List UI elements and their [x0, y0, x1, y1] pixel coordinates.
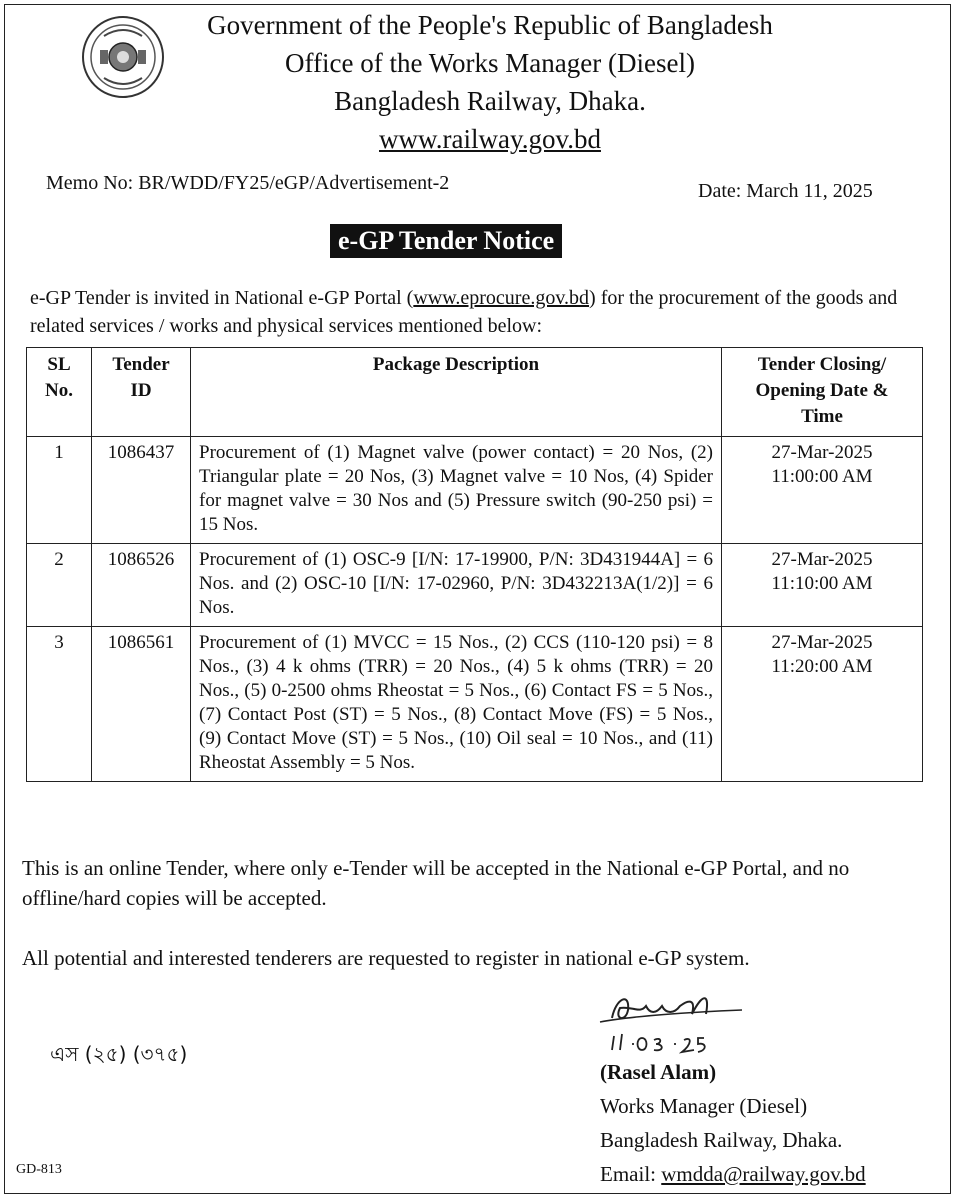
table-row: [27, 627, 923, 782]
row-sl: 1: [27, 437, 92, 544]
notice-title: e-GP Tender Notice: [330, 224, 562, 258]
row-closing-date: 27-Mar-2025 11:10:00 AM: [722, 544, 923, 627]
row-description: Procurement of (1) OSC-9 [I/N: 17-19900, P/N: 3D431944A] = 6 Nos. and (2) OSC-10 [I/N: 17-02960, P/N: 3D432213A(1/2)] = 6 Nos.: [191, 544, 722, 627]
email-label: Email:: [600, 1162, 662, 1186]
signature-block: [600, 1055, 866, 1191]
row-sl: 2: [27, 544, 92, 627]
government-title: Government of the People's Republic of Bangladesh: [207, 10, 773, 40]
row-closing-date: 27-Mar-2025 11:00:00 AM: [722, 437, 923, 544]
row-tender-id: 1086437: [92, 437, 191, 544]
row-description: Procurement of (1) Magnet valve (power contact) = 20 Nos, (2) Triangular plate = 20 Nos, (3) Magnet valve = 10 Nos, (4) Spider for magnet valve = 30 Nos and (5) Pressure switch (90-250 psi) = 15 Nos.: [191, 437, 722, 544]
header-tender-id: Tender ID: [92, 348, 191, 437]
bangla-reference-code: এস (২৫) (৩৭৫): [50, 1042, 188, 1066]
header-package-description: Package Description: [191, 348, 722, 437]
notice-date: Date: March 11, 2025: [698, 180, 873, 202]
registration-note: All potential and interested tenderers are requested to register in national e-GP system.: [22, 946, 750, 970]
intro-text-end: ) for the procurement of the goods and related services / works and physical services mentioned below:: [30, 287, 898, 337]
row-description: Procurement of (1) MVCC = 15 Nos., (2) CCS (110-120 psi) = 8 Nos., (3) 4 k ohms (TRR) = 20 Nos., (4) 5 k ohms (TRR) = 20 Nos., (5) 0-2500 ohms Rheostat = 5 Nos., (6) Contact FS = 5 Nos., (7) Contact Post (ST) = 5 Nos., (8) Contact Move (FS) = 5 Nos., (9) Contact Move (ST) = 5 Nos., (10) Oil seal = 10 Nos., and (11) Rheostat Assembly = 5 Nos.: [191, 627, 722, 782]
table-row: [27, 437, 923, 544]
portal-link[interactable]: www.eprocure.gov.bd: [413, 287, 590, 309]
website-link[interactable]: www.railway.gov.bd: [379, 124, 601, 154]
memo-number: Memo No: BR/WDD/FY25/eGP/Advertisement-2: [46, 172, 450, 194]
office-title: Office of the Works Manager (Diesel): [285, 48, 695, 78]
signatory-office: Bangladesh Railway, Dhaka.: [600, 1128, 843, 1152]
row-tender-id: 1086561: [92, 627, 191, 782]
organization-title: Bangladesh Railway, Dhaka.: [334, 86, 646, 116]
header-closing-date: Tender Closing/ Opening Date & Time: [722, 348, 923, 437]
row-closing-date: 27-Mar-2025 11:20:00 AM: [722, 627, 923, 782]
intro-paragraph: [30, 284, 920, 340]
letterhead: [160, 6, 820, 158]
email-link[interactable]: wmdda@railway.gov.bd: [661, 1162, 866, 1186]
signatory-designation: Works Manager (Diesel): [600, 1094, 808, 1118]
table-row: [27, 544, 923, 627]
header-sl: SL No.: [27, 348, 92, 437]
table-header-row: [27, 348, 923, 437]
signatory-email-line: [600, 1157, 866, 1191]
tender-table: [26, 347, 923, 782]
row-tender-id: 1086526: [92, 544, 191, 627]
footer-code: GD-813: [16, 1162, 62, 1177]
signatory-name: (Rasel Alam): [600, 1060, 717, 1084]
handwritten-signature: [592, 984, 752, 1060]
row-sl: 3: [27, 627, 92, 782]
online-tender-note: This is an online Tender, where only e-Tender will be accepted in the National e-GP Portal, and no offline/hard copies will be accepted.: [22, 856, 850, 910]
bangladesh-railway-seal-icon: [80, 14, 166, 100]
intro-text-start: e-GP Tender is invited in National e-GP Portal (: [30, 287, 414, 309]
